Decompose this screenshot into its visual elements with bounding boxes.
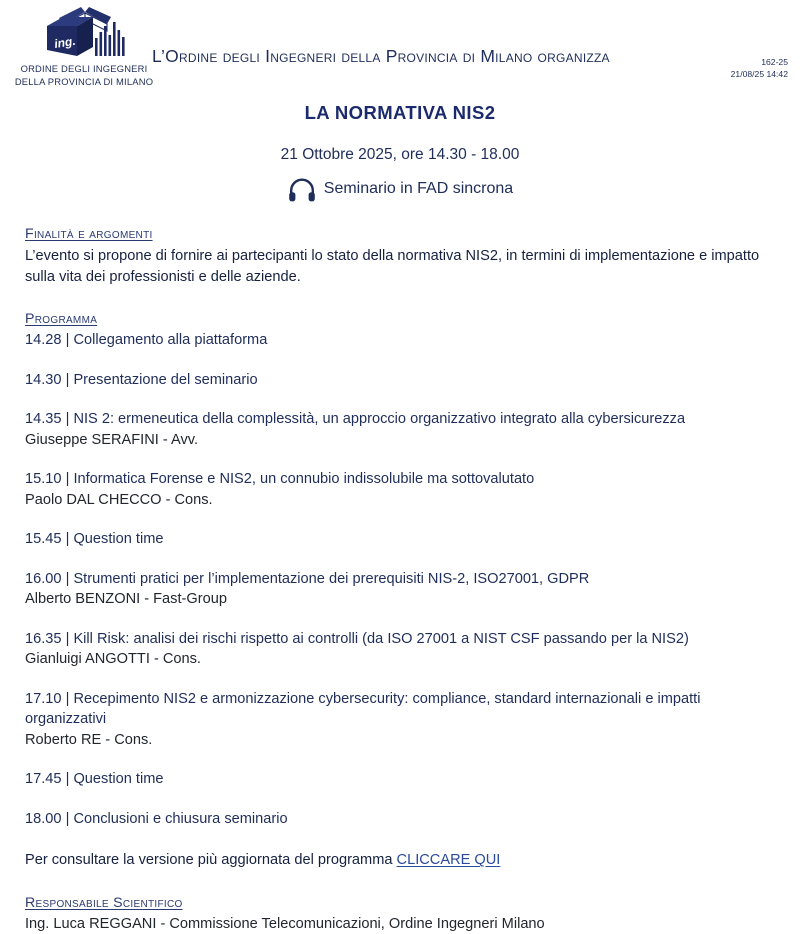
agenda-item-separator: | xyxy=(66,471,70,487)
agenda-item-separator: | xyxy=(66,811,70,827)
agenda-item-main xyxy=(25,529,776,550)
agenda-item xyxy=(25,529,776,569)
agenda-item-time: 14.28 xyxy=(25,332,62,348)
agenda-item-time: 14.30 xyxy=(25,372,62,388)
agenda-item-main xyxy=(25,569,776,590)
update-notice xyxy=(25,850,776,871)
agenda-item-main xyxy=(25,330,776,351)
title-block xyxy=(0,102,800,202)
programme-update-link[interactable]: CLICCARE QUI xyxy=(397,852,501,868)
agenda-item-title: Informatica Forense e NIS2, un connubio indissolubile ma sottovalutato xyxy=(73,471,534,487)
agenda-item-title: NIS 2: ermeneutica della complessità, un approccio organizzativo integrato alla cybersicurezza xyxy=(73,411,685,427)
agenda-item-title: Presentazione del seminario xyxy=(73,372,257,388)
agenda-item-separator: | xyxy=(66,571,70,587)
agenda-item-title: Kill Risk: analisi dei rischi rispetto ai controlli (da ISO 27001 a NIST CSF passando per la NIS2) xyxy=(73,631,688,647)
event-mode-label: Seminario in FAD sincrona xyxy=(324,180,513,198)
agenda-item xyxy=(25,469,776,529)
logo-ing-text: ing. xyxy=(53,34,76,51)
update-notice-text: Per consultare la versione più aggiornata del programma xyxy=(25,852,397,868)
agenda-item-speaker: Alberto BENZONI - Fast-Group xyxy=(25,589,776,610)
agenda-item-title: Collegamento alla piattaforma xyxy=(73,332,267,348)
agenda-item-speaker: Paolo DAL CHECCO - Cons. xyxy=(25,490,776,511)
agenda-item-time: 17.45 xyxy=(25,771,62,787)
agenda-item-title: Conclusioni e chiusura seminario xyxy=(73,811,287,827)
agenda-item-time: 18.00 xyxy=(25,811,62,827)
agenda-item-time: 17.10 xyxy=(25,691,62,707)
agenda-item-separator: | xyxy=(66,372,70,388)
agenda-item xyxy=(25,689,776,770)
agenda-item-time: 15.10 xyxy=(25,471,62,487)
agenda-item-main xyxy=(25,769,776,790)
agenda-item xyxy=(25,370,776,410)
agenda-item-main xyxy=(25,809,776,830)
document-reference xyxy=(731,56,788,80)
agenda-item-separator: | xyxy=(66,531,70,547)
agenda-item-time: 15.45 xyxy=(25,531,62,547)
agenda-item xyxy=(25,769,776,809)
event-date-time: 21 Ottobre 2025, ore 14.30 - 18.00 xyxy=(0,146,800,164)
agenda-item-separator: | xyxy=(66,771,70,787)
agenda-item-main xyxy=(25,629,776,650)
agenda-item-title: Question time xyxy=(73,771,163,787)
agenda-item-main xyxy=(25,370,776,391)
agenda-item-main xyxy=(25,689,776,730)
agenda-item xyxy=(25,409,776,469)
headphones-icon xyxy=(287,176,317,202)
responsible-name: Ing. Luca REGGANI - Commissione Telecomunicazioni, Ordine Ingegneri Milano xyxy=(25,914,776,934)
document-reference-number: 162-25 xyxy=(731,56,788,68)
agenda-item-main xyxy=(25,469,776,490)
organizer-line: L’Ordine degli Ingegneri della Provincia di Milano organizza xyxy=(152,46,610,67)
programme-heading: Programma xyxy=(25,309,776,329)
document-content xyxy=(0,224,800,934)
agenda-item xyxy=(25,569,776,629)
agenda-item-main xyxy=(25,409,776,430)
agenda-item-time: 16.00 xyxy=(25,571,62,587)
agenda-item-separator: | xyxy=(66,332,70,348)
agenda-item xyxy=(25,809,776,849)
agenda-item-speaker: Roberto RE - Cons. xyxy=(25,730,776,751)
agenda-item-time: 16.35 xyxy=(25,631,62,647)
page-title: LA NORMATIVA NIS2 xyxy=(0,102,800,124)
aims-heading: Finalità e argomenti xyxy=(25,224,776,244)
agenda-item xyxy=(25,330,776,370)
agenda-item-separator: | xyxy=(66,691,70,707)
organization-logo xyxy=(14,4,154,87)
responsible-heading: Responsabile Scientifico xyxy=(25,893,776,913)
aims-text: L’evento si propone di fornire ai partecipanti lo stato della normativa NIS2, in termini di implementazione e impatto sulla vita dei professionisti e delle aziende. xyxy=(25,246,776,287)
page-header xyxy=(0,0,800,100)
agenda-item-speaker: Gianluigi ANGOTTI - Cons. xyxy=(25,649,776,670)
agenda-list xyxy=(25,330,776,848)
agenda-item-time: 14.35 xyxy=(25,411,62,427)
agenda-item xyxy=(25,629,776,689)
document-timestamp: 21/08/25 14:42 xyxy=(731,68,788,80)
logo-caption-line1: ORDINE DEGLI INGEGNERI xyxy=(14,63,154,75)
agenda-item-title: Recepimento NIS2 e armonizzazione cybersecurity: compliance, standard internazionali e impatti organizzativi xyxy=(25,691,700,728)
agenda-item-title: Strumenti pratici per l’implementazione dei prerequisiti NIS-2, ISO27001, GDPR xyxy=(73,571,589,587)
event-mode xyxy=(0,176,800,202)
logo-caption-line2: DELLA PROVINCIA DI MILANO xyxy=(14,76,154,88)
agenda-item-separator: | xyxy=(66,631,70,647)
agenda-item-title: Question time xyxy=(73,531,163,547)
open-book-with-bars-logo xyxy=(25,4,143,62)
agenda-item-separator: | xyxy=(66,411,70,427)
agenda-item-speaker: Giuseppe SERAFINI - Avv. xyxy=(25,430,776,451)
